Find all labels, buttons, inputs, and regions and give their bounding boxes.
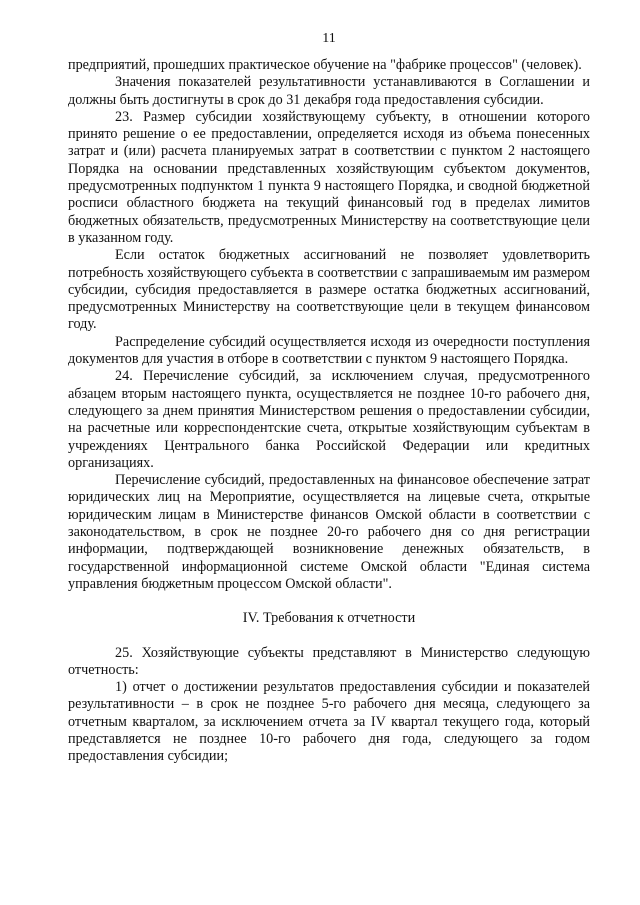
paragraph-transfer-legal-entities: Перечисление субсидий, предоставленных на финансовое обеспечение затрат юридических лиц на Мероприятие, осуществляется на лицевые счета, открытые юридическим лицам в Министерстве финансов Омской области в соответствии с законодательством, в срок не позднее 20-го рабочего дня со дня регистрации информации, подтверждающей возникновение денежных обязательств, в государственной информационной системе Омской области "Единая система управления бюджетным процессом Омской области". (68, 472, 590, 592)
document-page (68, 30, 590, 766)
paragraph-clause-24: 24. Перечисление субсидий, за исключением случая, предусмотренного абзацем вторым настоящего пункта, осуществляется не позднее 10-го рабочего дня, следующего за днем принятия Министерством решения о предоставлении субсидии, на расчетные или корреспондентские счета, открытые хозяйствующим субъектам в учреждениях Центрального банка Российской Федерации или кредитных организациях. (68, 368, 590, 471)
page-number: 11 (322, 31, 336, 46)
paragraph-continuation: предприятий, прошедших практическое обучение на "фабрике процессов" (человек). (68, 57, 582, 73)
paragraph-distribution: Распределение субсидий осуществляется исходя из очередности поступления документов для участия в отборе в соответствии с пунктом 9 настоящего Порядка. (68, 333, 590, 368)
paragraph-remaining-budget: Если остаток бюджетных ассигнований не позволяет удовлетворить потребность хозяйствующего субъекта в соответствии с запрашиваемым им размером субсидии, субсидия предоставляется в размере остатка бюджетных ассигнований, предусмотренных Министерству на соответствующие цели в текущем финансовом году. (68, 247, 590, 333)
paragraph-indicators-values: Значения показателей результативности устанавливаются в Соглашении и должны быть достигнуты в срок до 31 декабря года предоставления субсидии. (68, 74, 590, 108)
paragraph-clause-23: 23. Размер субсидии хозяйствующему субъекту, в отношении которого принято решение о ее предоставлении, определяется исходя из объема понесенных затрат и (или) расчета планируемых затрат в соответствии с пунктом 2 настоящего Порядка на основании представленных хозяйствующим субъектом документов, предусмотренных подпунктом 1 пункта 9 настоящего Порядка, и сводной бюджетной росписи областного бюджета на текущий финансовый год в пределах лимитов бюджетных обязательств, предусмотренных Министерству на соответствующие цели в указанном году. (68, 108, 590, 246)
paragraph-clause-25: 25. Хозяйствующие субъекты представляют в Министерство следующую отчетность: (68, 644, 590, 678)
section-heading: IV. Требования к отчетности (242, 610, 416, 627)
paragraph-clause-25-item-1: 1) отчет о достижении результатов предоставления субсидии и показателей результативности – в срок не позднее 5-го рабочего дня месяца, следующего за отчетным кварталом, за исключением отчета за IV квартал текущего года, который представляется не позднее 10-го рабочего дня года, следующего за годом предоставления субсидии; (68, 679, 590, 765)
